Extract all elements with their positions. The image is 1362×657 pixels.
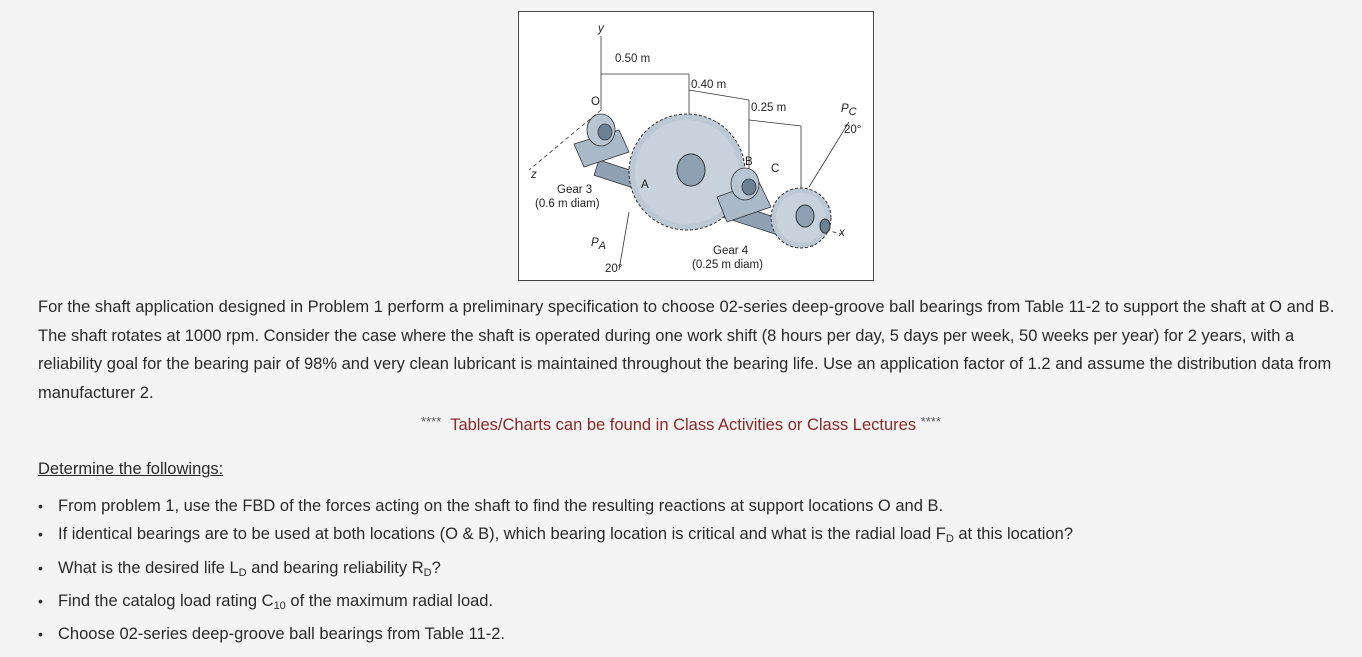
shaft-drawing <box>519 12 875 282</box>
list-item <box>38 587 1338 620</box>
gear4-name: Gear 4 <box>713 245 749 257</box>
list-item <box>38 492 1338 520</box>
task-4-subscript: 10 <box>273 599 286 612</box>
list-item <box>38 520 1338 553</box>
tables-note <box>0 414 1362 435</box>
task-2-text: If identical bearings are to be used at both locations (O & B), which bearing location is critical and what is the radial load F <box>58 525 946 544</box>
gear4-diameter: (0.25 m diam) <box>692 259 763 271</box>
angle-c-label: 20° <box>844 124 862 136</box>
task-1-text: From problem 1, use the FBD of the forces acting on the shaft to find the resulting reactions at support locations O and B. <box>58 497 944 515</box>
task-3-subscript-reliability: D <box>423 566 432 579</box>
task-4-text: Find the catalog load rating C <box>58 591 274 610</box>
task-3-text: What is the desired life L <box>58 558 239 577</box>
task-3-text-end: ? <box>431 558 441 577</box>
force-pa-symbol: P <box>591 237 599 249</box>
note-text: Tables/Charts can be found in Class Activities or Class Lectures <box>450 416 917 434</box>
task-3-subscript-life: D <box>238 566 247 579</box>
list-item <box>38 554 1338 587</box>
gear3-diameter: (0.6 m diam) <box>535 198 600 210</box>
task-2-subscript: D <box>945 533 954 546</box>
z-axis-label: z <box>531 169 537 181</box>
determine-heading: Determine the followings: <box>38 460 224 478</box>
point-b-label: B <box>745 156 753 168</box>
y-axis-label: y <box>598 23 604 35</box>
dimension-040: 0.40 m <box>691 79 727 91</box>
shaft-gear-diagram <box>518 11 874 281</box>
force-pc-label <box>841 104 857 118</box>
problem-statement: For the shaft application designed in Problem 1 perform a preliminary specification to choose 02-series deep-groove ball bearings from Table 11-2 to support the shaft at O and B. The shaft rotates at 1000 rpm. Consider the case where the shaft is operated during one work shift (8 hours per day, 5 days per week, 50 weeks per year) for 2 years, with a reliability goal for the bearing pair of 98% and very clean lubricant is maintained throughout the bearing life. Use an application factor of 1.2 and assume the distribution data from manufacturer 2. <box>38 298 1335 402</box>
list-item <box>38 620 1338 648</box>
note-stars-left: **** <box>421 414 442 429</box>
task-list <box>38 492 1338 648</box>
force-pc-symbol: P <box>841 103 849 115</box>
force-pa-subscript: A <box>598 240 607 252</box>
x-axis-label: x <box>839 227 845 239</box>
task-5-text: Choose 02-series deep-groove ball bearings from Table 11-2. <box>58 625 505 644</box>
angle-a-label: 20° <box>605 263 623 275</box>
dimension-050: 0.50 m <box>615 53 651 65</box>
force-pa-label <box>591 238 606 252</box>
point-a-label: A <box>641 179 649 191</box>
task-2-text-end: at this location? <box>953 525 1074 544</box>
point-c-label: C <box>771 163 780 175</box>
force-pc-subscript: C <box>848 106 857 118</box>
note-stars-right: **** <box>920 414 941 429</box>
task-4-text-end: of the maximum radial load. <box>285 591 494 610</box>
dimension-025: 0.25 m <box>751 102 787 114</box>
task-3-text-mid: and bearing reliability R <box>246 558 424 577</box>
point-o-label: O <box>591 96 600 108</box>
gear3-name: Gear 3 <box>557 184 593 196</box>
